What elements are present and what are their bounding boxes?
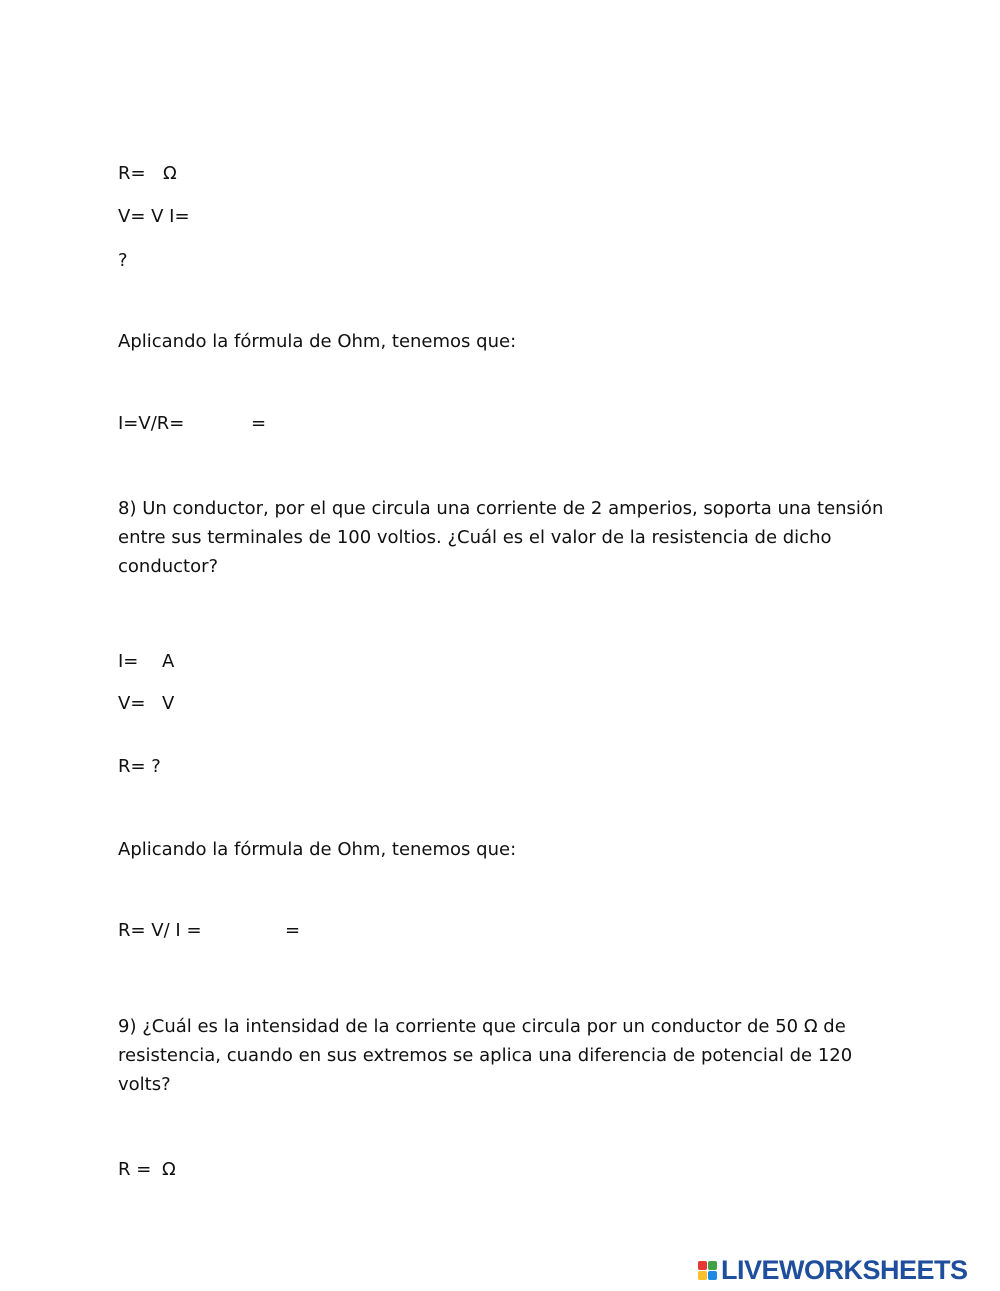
question-9: 9) ¿Cuál es la intensidad de la corriente que circula por un conductor de 50 Ω de resistencia, cuando en sus extremos se aplica una diferencia de potencial de 120 volts? [118,1016,853,1095]
formula-current-equals: = [251,413,267,434]
ohm-intro-2: Aplicando la fórmula de Ohm, tenemos que: [118,839,517,860]
formula-resistance-equals: = [285,920,301,941]
logo-square-yellow [698,1271,707,1280]
resistance-label-2: R = [118,1159,152,1180]
liveworksheets-logo-text: LIVEWORKSHEETS [721,1254,968,1285]
ohm-unit-2: Ω [162,1159,176,1180]
formula-current: I=V/R= [118,413,185,434]
liveworksheets-logo-icon [698,1261,717,1280]
current-label: I= [118,651,139,672]
logo-square-red [698,1261,707,1270]
formula-resistance: R= V/ I = [118,920,202,941]
resistance-label-1: R= [118,163,146,184]
ohm-unit-1: Ω [163,163,177,184]
question-8: 8) Un conductor, por el que circula una corriente de 2 amperios, soporta una tensión entre sus terminales de 100 voltios. ¿Cuál es el valor de la resistencia de dicho conductor? [118,498,884,577]
ohm-intro-1: Aplicando la fórmula de Ohm, tenemos que: [118,331,517,352]
ampere-unit: A [162,651,175,672]
resistance-unknown: R= ? [118,756,161,777]
voltage-current-line: V= V I= [118,206,190,227]
logo-square-green [708,1261,717,1270]
logo-square-blue [708,1271,717,1280]
volt-unit: V [162,693,175,714]
unknown-marker-1: ? [118,250,128,271]
liveworksheets-logo [698,1256,968,1284]
voltage-label: V= [118,693,146,714]
